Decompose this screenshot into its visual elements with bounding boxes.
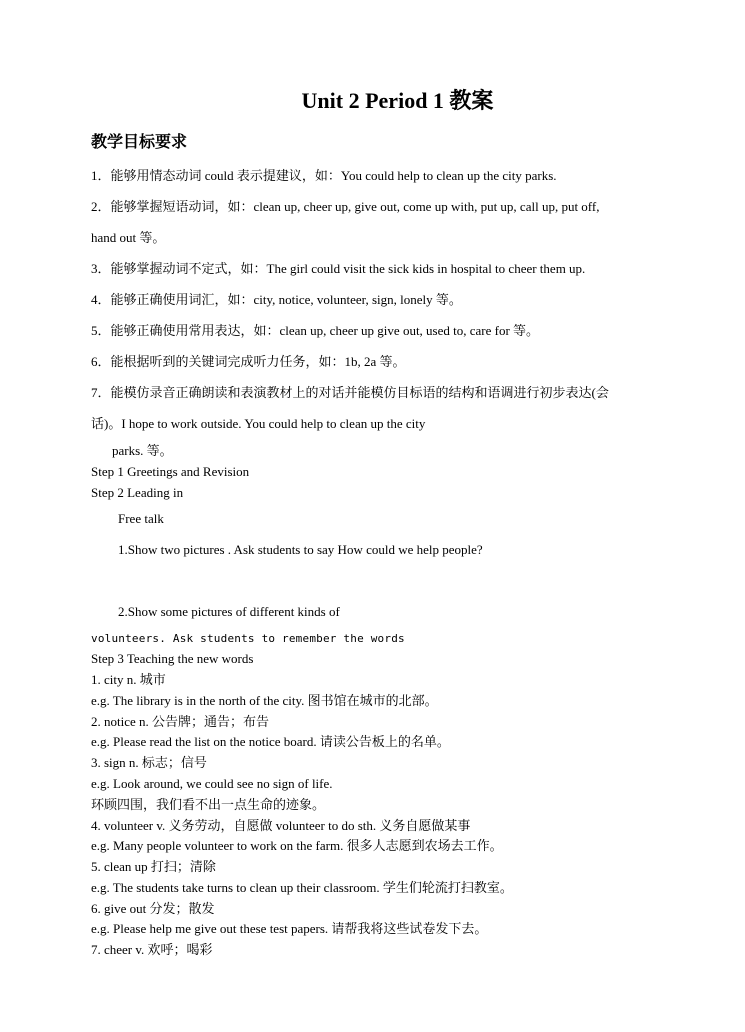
vocab-line: 4. volunteer v. 义务劳动，自愿做 volunteer to do sth. 义务自愿做某事 xyxy=(91,818,471,833)
vocab-line: e.g. Please read the list on the notice board. 请读公告板上的名单。 xyxy=(91,734,450,749)
vocab-line: 环顾四围，我们看不出一点生命的迹象。 xyxy=(91,797,326,812)
objective-line: 4．能够正确使用词汇，如：city, notice, volunteer, sign, lonely 等。 xyxy=(91,292,462,307)
vocab-line: 1. city n. 城市 xyxy=(91,672,166,687)
objective-line: 话)。I hope to work outside. You could help to clean up the city xyxy=(91,416,426,431)
vocab-line: 6. give out 分发；散发 xyxy=(91,901,215,916)
vocab-line: 5. clean up 打扫；清除 xyxy=(91,859,216,874)
document-title: Unit 2 Period 1 教案 xyxy=(301,88,494,113)
vocab-line: 2. notice n. 公告牌；通告；布告 xyxy=(91,714,270,729)
vocab-line: e.g. The library is in the north of the city. 图书馆在城市的北部。 xyxy=(91,693,438,708)
step-item-continuation: volunteers. Ask students to remember the words xyxy=(91,632,405,645)
objective-line: 5．能够正确使用常用表达，如：clean up, cheer up give out, used to, care for 等。 xyxy=(91,323,540,338)
objective-line: 1．能够用情态动词 could 表示提建议，如：You could help to clean up the city parks. xyxy=(91,168,557,183)
objective-line: 6．能根据听到的关键词完成听力任务，如：1b, 2a 等。 xyxy=(91,354,406,369)
objectives-heading: 教学目标要求 xyxy=(91,134,188,151)
vocab-line: e.g. The students take turns to clean up their classroom. 学生们轮流打扫教室。 xyxy=(91,880,513,895)
step-heading: Step 1 Greetings and Revision xyxy=(91,464,250,479)
vocab-line: e.g. Please help me give out these test papers. 请帮我将这些试卷发下去。 xyxy=(91,921,488,936)
step-item: 2.Show some pictures of different kinds of xyxy=(118,604,340,619)
objective-line: 3．能够掌握动词不定式，如：The girl could visit the sick kids in hospital to cheer them up. xyxy=(91,261,586,276)
objective-line: 2．能够掌握短语动词，如：clean up, cheer up, give out, come up with, put up, call up, put off, xyxy=(91,199,600,214)
vocab-line: 3. sign n. 标志；信号 xyxy=(91,755,207,770)
vocab-line: e.g. Look around, we could see no sign of life. xyxy=(91,776,333,791)
objective-line: parks. 等。 xyxy=(112,443,173,458)
step-heading: Step 2 Leading in xyxy=(91,485,184,500)
step-item: 1.Show two pictures . Ask students to say How could we help people? xyxy=(118,542,483,557)
step-heading: Step 3 Teaching the new words xyxy=(91,651,254,666)
objective-line: 7．能模仿录音正确朗读和表演教材上的对话并能模仿目标语的结构和语调进行初步表达(会 xyxy=(91,385,609,400)
vocab-line: e.g. Many people volunteer to work on the farm. 很多人志愿到农场去工作。 xyxy=(91,838,503,853)
objective-line: hand out 等。 xyxy=(91,230,166,245)
vocab-line: 7. cheer v. 欢呼；喝彩 xyxy=(91,942,213,957)
free-talk-label: Free talk xyxy=(118,511,164,526)
